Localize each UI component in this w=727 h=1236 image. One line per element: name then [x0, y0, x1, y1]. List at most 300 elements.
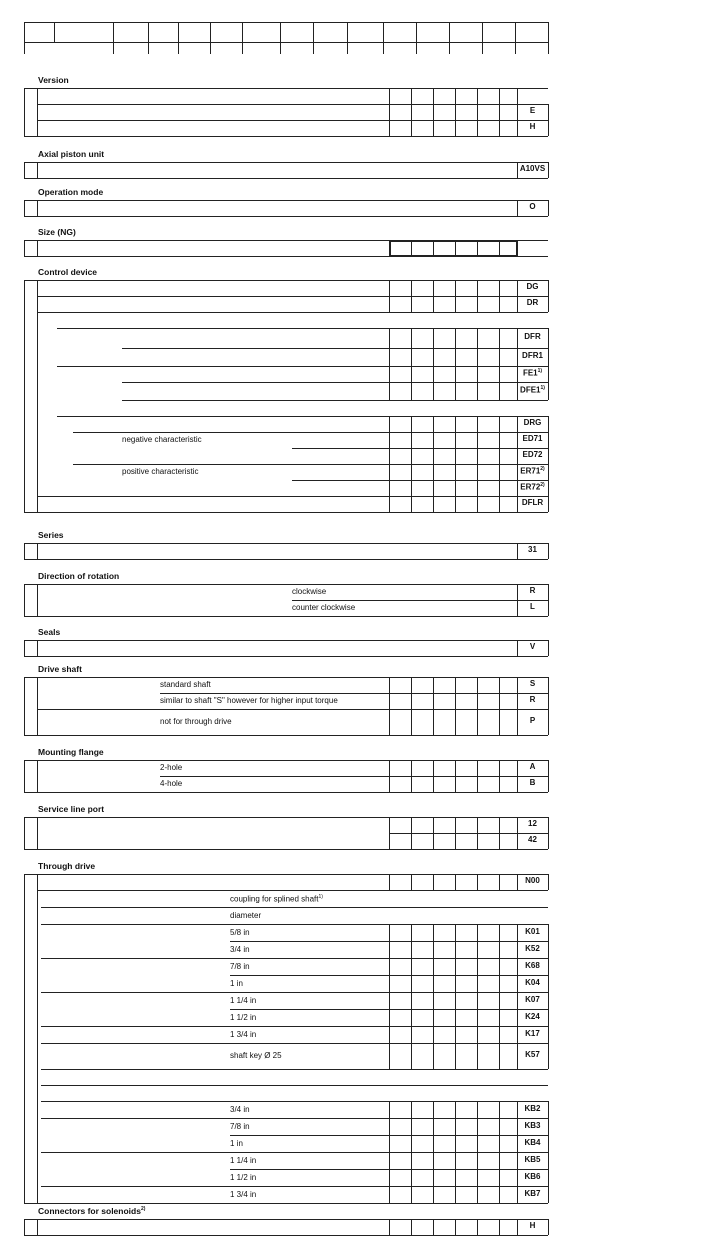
grid-line [499, 1043, 500, 1069]
typecode-divider [347, 22, 348, 54]
typecode-divider [482, 22, 483, 54]
grid-line [411, 992, 412, 1009]
code-box-edge [517, 874, 518, 890]
code-box-edge [517, 1186, 518, 1203]
section-title-through [38, 862, 95, 871]
grid-line [411, 416, 412, 432]
option-code-l [530, 603, 535, 611]
grid-line [433, 992, 434, 1009]
grid-line [499, 448, 500, 464]
option-code-o [529, 203, 535, 211]
grid-line [411, 1118, 412, 1135]
number-column-edge [37, 280, 38, 512]
grid-line [477, 924, 478, 941]
grid-line [477, 709, 478, 735]
grid-line [499, 924, 500, 941]
grid-line [499, 975, 500, 992]
grid-line [477, 1169, 478, 1186]
code-box-edge [517, 975, 518, 992]
code-box-edge [548, 1135, 549, 1152]
grid-line [477, 296, 478, 312]
grid-line [433, 1135, 434, 1152]
section-top-rule [24, 677, 548, 678]
grid-line [389, 1169, 390, 1186]
section-title-text: Drive shaft [38, 664, 82, 674]
option-code-dg [527, 283, 539, 291]
row-sublabel-text: counter clockwise [292, 603, 356, 612]
row-sublabel [230, 1123, 250, 1131]
code-box-edge [517, 382, 518, 400]
row-sublabel [292, 588, 326, 596]
grid-line [389, 366, 390, 382]
grid-line [477, 496, 478, 512]
code-box-edge [517, 584, 518, 600]
section-bottom-rule [24, 735, 548, 736]
option-code-a [530, 763, 536, 771]
section-title-connector [38, 1207, 145, 1216]
grid-line [389, 1118, 390, 1135]
option-code-p [530, 717, 535, 725]
code-box-edge [517, 1026, 518, 1043]
section-left-edge [24, 817, 25, 849]
section-left-edge [24, 677, 25, 735]
grid-line [455, 760, 456, 776]
grid-line [411, 1186, 412, 1203]
grid-line [477, 776, 478, 792]
row-rule [41, 992, 548, 993]
grid-line [499, 1186, 500, 1203]
section-bottom-rule [24, 792, 548, 793]
section-bottom-rule [24, 616, 548, 617]
code-box-edge [517, 640, 518, 656]
option-code-k24 [525, 1013, 540, 1021]
grid-line [455, 1101, 456, 1118]
grid-line [433, 1026, 434, 1043]
grid-line [455, 464, 456, 480]
row-sublabel [160, 697, 338, 705]
row-rule [57, 416, 548, 417]
code-box-edge [517, 464, 518, 480]
row-sublabel-text: 1 1/4 in [230, 995, 257, 1005]
grid-line [433, 817, 434, 833]
row-sublabel-text: 7/8 in [230, 1121, 250, 1131]
grid-line [433, 432, 434, 448]
option-code-er72 [520, 483, 544, 492]
option-code-text: V [529, 642, 536, 651]
grid-line [499, 382, 500, 400]
code-box-edge [548, 975, 549, 992]
grid-line [389, 1152, 390, 1169]
option-code-text: 42 [528, 835, 537, 844]
grid-line [411, 1219, 412, 1235]
grid-line [389, 432, 390, 448]
section-left-edge [24, 640, 25, 656]
grid-line [455, 833, 456, 849]
grid-line [411, 760, 412, 776]
row-sublabel [122, 436, 202, 444]
code-box-edge [517, 432, 518, 448]
code-box-edge [517, 280, 518, 296]
typecode-divider [178, 22, 179, 54]
row-sublabel-text: standard shaft [160, 680, 211, 689]
grid-line [477, 992, 478, 1009]
option-code-text: H [529, 122, 536, 131]
grid-line [389, 480, 390, 496]
number-column-edge [37, 162, 38, 178]
row-rule [41, 1026, 548, 1027]
row-sublabel [230, 1191, 256, 1199]
section-left-edge [24, 1219, 25, 1235]
option-code-dfr1 [522, 352, 543, 360]
code-box-edge [548, 432, 549, 448]
grid-line [433, 1043, 434, 1069]
grid-line [477, 1101, 478, 1118]
grid-line [477, 1219, 478, 1235]
code-box-edge [517, 1135, 518, 1152]
option-code-h [530, 1222, 536, 1230]
grid-line [499, 1152, 500, 1169]
row-sublabel-text: 7/8 in [230, 961, 250, 971]
section-bottom-rule [24, 1203, 548, 1204]
number-column-edge [37, 88, 38, 136]
option-code-text: DFR1 [522, 351, 543, 360]
grid-line [389, 1101, 390, 1118]
row-sublabel [230, 895, 323, 904]
grid-line [433, 1101, 434, 1118]
grid-line [455, 958, 456, 975]
grid-line [477, 958, 478, 975]
grid-line [455, 924, 456, 941]
section-title-text: Size (NG) [38, 227, 76, 237]
grid-line [411, 1043, 412, 1069]
grid-line [389, 924, 390, 941]
row-rule [292, 448, 548, 449]
option-code-s [530, 680, 535, 688]
grid-line [411, 448, 412, 464]
grid-line [411, 240, 412, 256]
section-top-rule [24, 280, 548, 281]
option-code-text: KB5 [524, 1154, 541, 1164]
code-box-edge [548, 584, 549, 600]
grid-line [499, 120, 500, 136]
grid-line [455, 1009, 456, 1026]
grid-line [477, 1118, 478, 1135]
row-sublabel-text: clockwise [292, 587, 327, 596]
footnote-mark: 2) [540, 482, 545, 488]
code-box-edge [548, 817, 549, 833]
grid-line [411, 975, 412, 992]
grid-line [433, 975, 434, 992]
section-top-rule [24, 200, 548, 201]
code-box-edge [548, 833, 549, 849]
grid-line [499, 817, 500, 833]
grid-line [389, 833, 390, 849]
code-box-edge [517, 543, 518, 559]
code-box-edge [517, 1219, 518, 1235]
code-box-edge [548, 296, 549, 312]
row-rule [37, 496, 548, 497]
grid-line [389, 1009, 390, 1026]
code-box-edge [548, 348, 549, 366]
grid-line [411, 677, 412, 693]
grid-line [389, 992, 390, 1009]
section-title-axial [38, 150, 104, 159]
section-bottom-rule [24, 256, 548, 257]
grid-line [499, 366, 500, 382]
grid-line [389, 760, 390, 776]
grid-line [411, 120, 412, 136]
row-rule [292, 600, 548, 601]
section-top-rule [24, 584, 548, 585]
section-title-text: Control device [38, 267, 98, 277]
row-sublabel [230, 980, 243, 988]
grid-line [455, 1152, 456, 1169]
footnote-mark: 2) [140, 1206, 146, 1213]
grid-line [389, 88, 390, 104]
grid-line [411, 1135, 412, 1152]
grid-line [477, 104, 478, 120]
row-sublabel [230, 1031, 256, 1039]
option-code-r [530, 587, 536, 595]
section-top-rule [24, 817, 548, 818]
code-box-edge [548, 1026, 549, 1043]
section-bottom-rule [24, 136, 548, 137]
row-sublabel-text: positive characteristic [122, 467, 199, 476]
grid-line [477, 874, 478, 890]
grid-line [477, 240, 478, 256]
option-code-text: K17 [525, 1028, 540, 1038]
row-sublabel-text: 3/4 in [230, 944, 250, 954]
grid-line [517, 88, 518, 104]
row-sublabel-text: 1 1/2 in [230, 1172, 257, 1182]
grid-line [477, 693, 478, 709]
grid-line [411, 280, 412, 296]
grid-line [433, 348, 434, 366]
code-box-edge [517, 1169, 518, 1186]
row-rule [57, 366, 548, 367]
grid-line [455, 88, 456, 104]
option-code-dflr [522, 499, 543, 507]
section-title-text: Direction of rotation [38, 571, 120, 581]
section-bottom-rule [24, 512, 548, 513]
size-box-top [389, 240, 517, 242]
grid-line [411, 817, 412, 833]
grid-line [455, 432, 456, 448]
grid-line [389, 382, 390, 400]
option-code-er71 [520, 467, 544, 476]
grid-line [411, 382, 412, 400]
grid-line [433, 480, 434, 496]
option-code-ed72 [522, 451, 542, 459]
grid-line [411, 1169, 412, 1186]
number-column-edge [37, 240, 38, 256]
grid-line [477, 328, 478, 348]
row-sublabel [230, 1140, 243, 1148]
code-box-edge [548, 464, 549, 480]
section-title-port [38, 805, 104, 814]
option-code-text: ER72 [520, 482, 541, 492]
grid-line [389, 296, 390, 312]
grid-line [455, 1219, 456, 1235]
code-box-edge [517, 677, 518, 693]
code-box-edge [517, 328, 518, 348]
grid-line [433, 1186, 434, 1203]
option-code-31 [528, 546, 537, 554]
option-code-text: KB6 [524, 1171, 541, 1181]
grid-line [499, 760, 500, 776]
code-box-edge [517, 941, 518, 958]
grid-line [411, 348, 412, 366]
grid-line [411, 328, 412, 348]
option-code-text: O [529, 202, 536, 211]
grid-line [477, 88, 478, 104]
grid-line [411, 776, 412, 792]
grid-line [433, 1009, 434, 1026]
grid-line [389, 1186, 390, 1203]
code-box-edge [548, 200, 549, 216]
code-box-edge [548, 941, 549, 958]
grid-line [499, 296, 500, 312]
grid-line [499, 464, 500, 480]
row-sublabel-text: coupling for splined shaft [230, 894, 319, 904]
row-sublabel [230, 946, 250, 954]
code-box-edge [517, 496, 518, 512]
grid-line [411, 464, 412, 480]
row-sublabel-text: 1 in [230, 1138, 243, 1148]
option-code-12 [528, 820, 537, 828]
row-sublabel [160, 718, 232, 726]
option-code-kb4 [524, 1139, 540, 1147]
code-box-edge [517, 1101, 518, 1118]
grid-line [433, 104, 434, 120]
section-title-flange [38, 748, 104, 757]
option-code-v [530, 643, 535, 651]
grid-line [477, 464, 478, 480]
code-box-edge [548, 448, 549, 464]
code-box-edge [548, 992, 549, 1009]
typecode-divider [548, 22, 549, 54]
grid-line [433, 120, 434, 136]
grid-line [389, 1219, 390, 1235]
grid-line [499, 1026, 500, 1043]
grid-line [411, 1009, 412, 1026]
section-left-edge [24, 760, 25, 792]
grid-line [455, 348, 456, 366]
row-sublabel [292, 604, 355, 612]
grid-line [411, 496, 412, 512]
grid-line [477, 1152, 478, 1169]
option-code-kb3 [524, 1122, 540, 1130]
typecode-divider [313, 22, 314, 54]
grid-line [455, 1043, 456, 1069]
option-code-text: E [529, 106, 536, 115]
code-box-edge [548, 600, 549, 616]
row-sublabel-text: 2-hole [160, 763, 183, 772]
row-sublabel-text: 1 3/4 in [230, 1029, 257, 1039]
option-code-k17 [525, 1030, 540, 1038]
footnote-mark: 2) [540, 466, 545, 472]
grid-line [499, 941, 500, 958]
section-title-control [38, 268, 97, 277]
section-title-text: Axial piston unit [38, 149, 105, 159]
code-box-edge [517, 958, 518, 975]
typecode-divider [383, 22, 384, 54]
code-box-edge [548, 1186, 549, 1203]
grid-line [499, 776, 500, 792]
code-box-edge [517, 480, 518, 496]
section-left-edge [24, 200, 25, 216]
section-top-rule [24, 543, 548, 544]
typecode-divider [280, 22, 281, 54]
number-column-edge [37, 1219, 38, 1235]
grid-line [455, 448, 456, 464]
option-code-ed71 [522, 435, 542, 443]
grid-line [455, 992, 456, 1009]
grid-line [477, 348, 478, 366]
option-code-text: K68 [525, 960, 540, 970]
section-left-edge [24, 874, 25, 1203]
section-title-seals [38, 628, 60, 637]
grid-line [433, 1118, 434, 1135]
row-rule [122, 400, 548, 401]
grid-line [455, 817, 456, 833]
code-box-edge [548, 480, 549, 496]
number-column-edge [37, 584, 38, 616]
grid-line [389, 709, 390, 735]
grid-line [433, 709, 434, 735]
code-box-edge [517, 817, 518, 833]
option-code-text: K52 [525, 943, 540, 953]
grid-line [477, 448, 478, 464]
grid-line [389, 776, 390, 792]
row-rule [41, 958, 548, 959]
grid-line [477, 480, 478, 496]
grid-line [499, 480, 500, 496]
grid-line [411, 958, 412, 975]
size-box-edge [516, 240, 518, 256]
number-column-edge [37, 760, 38, 792]
option-code-text: 12 [528, 819, 537, 828]
grid-line [499, 1118, 500, 1135]
grid-line [433, 240, 434, 256]
grid-line [499, 992, 500, 1009]
row-sublabel [230, 1052, 282, 1060]
section-title-text: Seals [38, 627, 61, 637]
option-code-text: K57 [525, 1050, 540, 1059]
row-sublabel [160, 780, 182, 788]
row-sublabel [230, 912, 261, 920]
grid-line [411, 1152, 412, 1169]
grid-line [433, 693, 434, 709]
grid-line [499, 677, 500, 693]
row-sublabel-text: 5/8 in [230, 927, 250, 937]
grid-line [433, 776, 434, 792]
grid-line [433, 1152, 434, 1169]
grid-line [389, 464, 390, 480]
grid-line [433, 366, 434, 382]
row-sublabel [230, 1106, 250, 1114]
row-sublabel-text: 4-hole [160, 779, 183, 788]
grid-line [433, 1219, 434, 1235]
code-box-edge [548, 496, 549, 512]
grid-line [433, 496, 434, 512]
section-bottom-rule [24, 849, 548, 850]
typecode-divider [24, 22, 25, 54]
grid-line [389, 496, 390, 512]
grid-line [433, 1169, 434, 1186]
code-box-edge [548, 1118, 549, 1135]
option-code-text: K01 [525, 926, 540, 936]
